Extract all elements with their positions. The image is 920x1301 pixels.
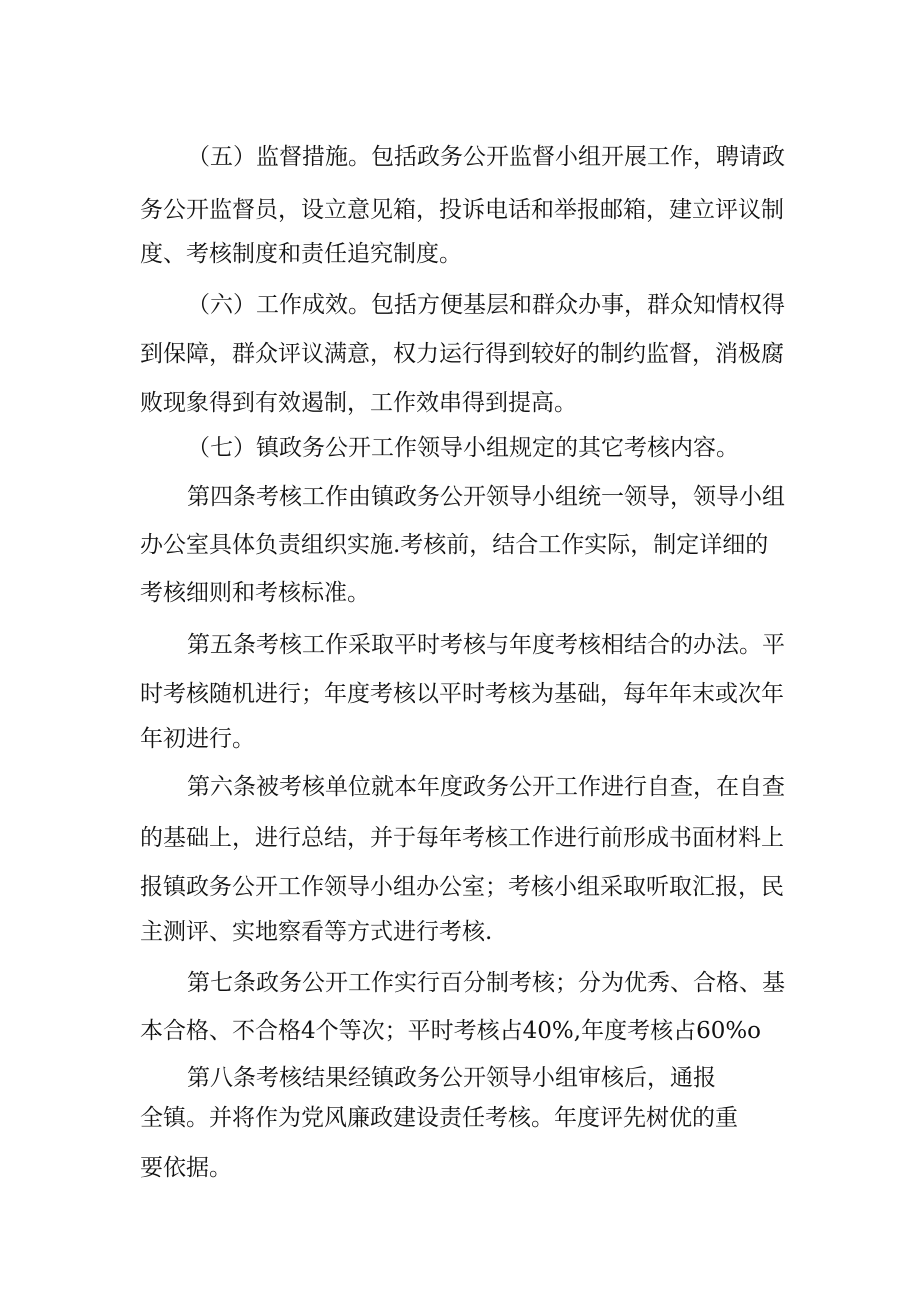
- article-6-line-4: 主测评、实地察看等方式进行考核.: [140, 919, 493, 945]
- article-4-line-1: 第四条考核工作由镇政务公开领导小组统一领导，领导小组: [187, 484, 785, 510]
- article-4-line-3: 考核细则和考核标准。: [140, 580, 370, 606]
- paragraph-6-line-3: 败现象得到有效遏制，工作效串得到提高。: [140, 390, 577, 416]
- article-5-line-3: 年初进行。: [140, 726, 255, 752]
- paragraph-7-line-1: （七）镇政务公开工作领导小组规定的其它考核内容。: [187, 435, 739, 461]
- article-8-line-2: 全镇。并将作为党风廉政建设责任考核。年度评先树优的重: [140, 1105, 738, 1131]
- article-4-line-2: 办公室具体负责组织实施.考核前，结合工作实际，制定详细的: [140, 532, 769, 558]
- article-7-line-2: 本合格、不合格4个等次；平时考核占40%,年度考核占60%o: [140, 1018, 762, 1044]
- article-6-line-3: 报镇政务公开工作领导小组办公室；考核小组采取听取汇报，民: [140, 874, 784, 900]
- paragraph-5-line-3: 度、考核制度和责任追究制度。: [140, 241, 462, 267]
- article-8-line-3: 要依据。: [140, 1155, 232, 1181]
- article-7-line-1: 第七条政务公开工作实行百分制考核；分为优秀、合格、基: [187, 970, 785, 996]
- paragraph-5-line-2: 务公开监督员，设立意见箱，投诉电话和举报邮箱，建立评议制: [140, 197, 784, 223]
- paragraph-6-line-2: 到保障，群众评议满意，权力运行得到较好的制约监督，消极腐: [140, 341, 784, 367]
- paragraph-6-line-1: （六）工作成效。包括方便基层和群众办事，群众知情权得: [187, 292, 785, 318]
- article-8-line-1: 第八条考核结果经镇政务公开领导小组审核后，通报: [187, 1065, 716, 1091]
- article-5-line-1: 第五条考核工作采取平时考核与年度考核相结合的办法。平: [187, 632, 785, 658]
- article-6-line-1: 第六条被考核单位就本年度政务公开工作进行自查，在自查: [187, 774, 785, 800]
- paragraph-5-line-1: （五）监督措施。包括政务公开监督小组开展工作，聘请政: [187, 144, 785, 170]
- article-6-line-2: 的基础上，进行总结，并于每年考核工作进行前形成书面材料上: [140, 825, 784, 851]
- article-5-line-2: 时考核随机进行；年度考核以平时考核为基础，每年年末或次年: [140, 681, 784, 707]
